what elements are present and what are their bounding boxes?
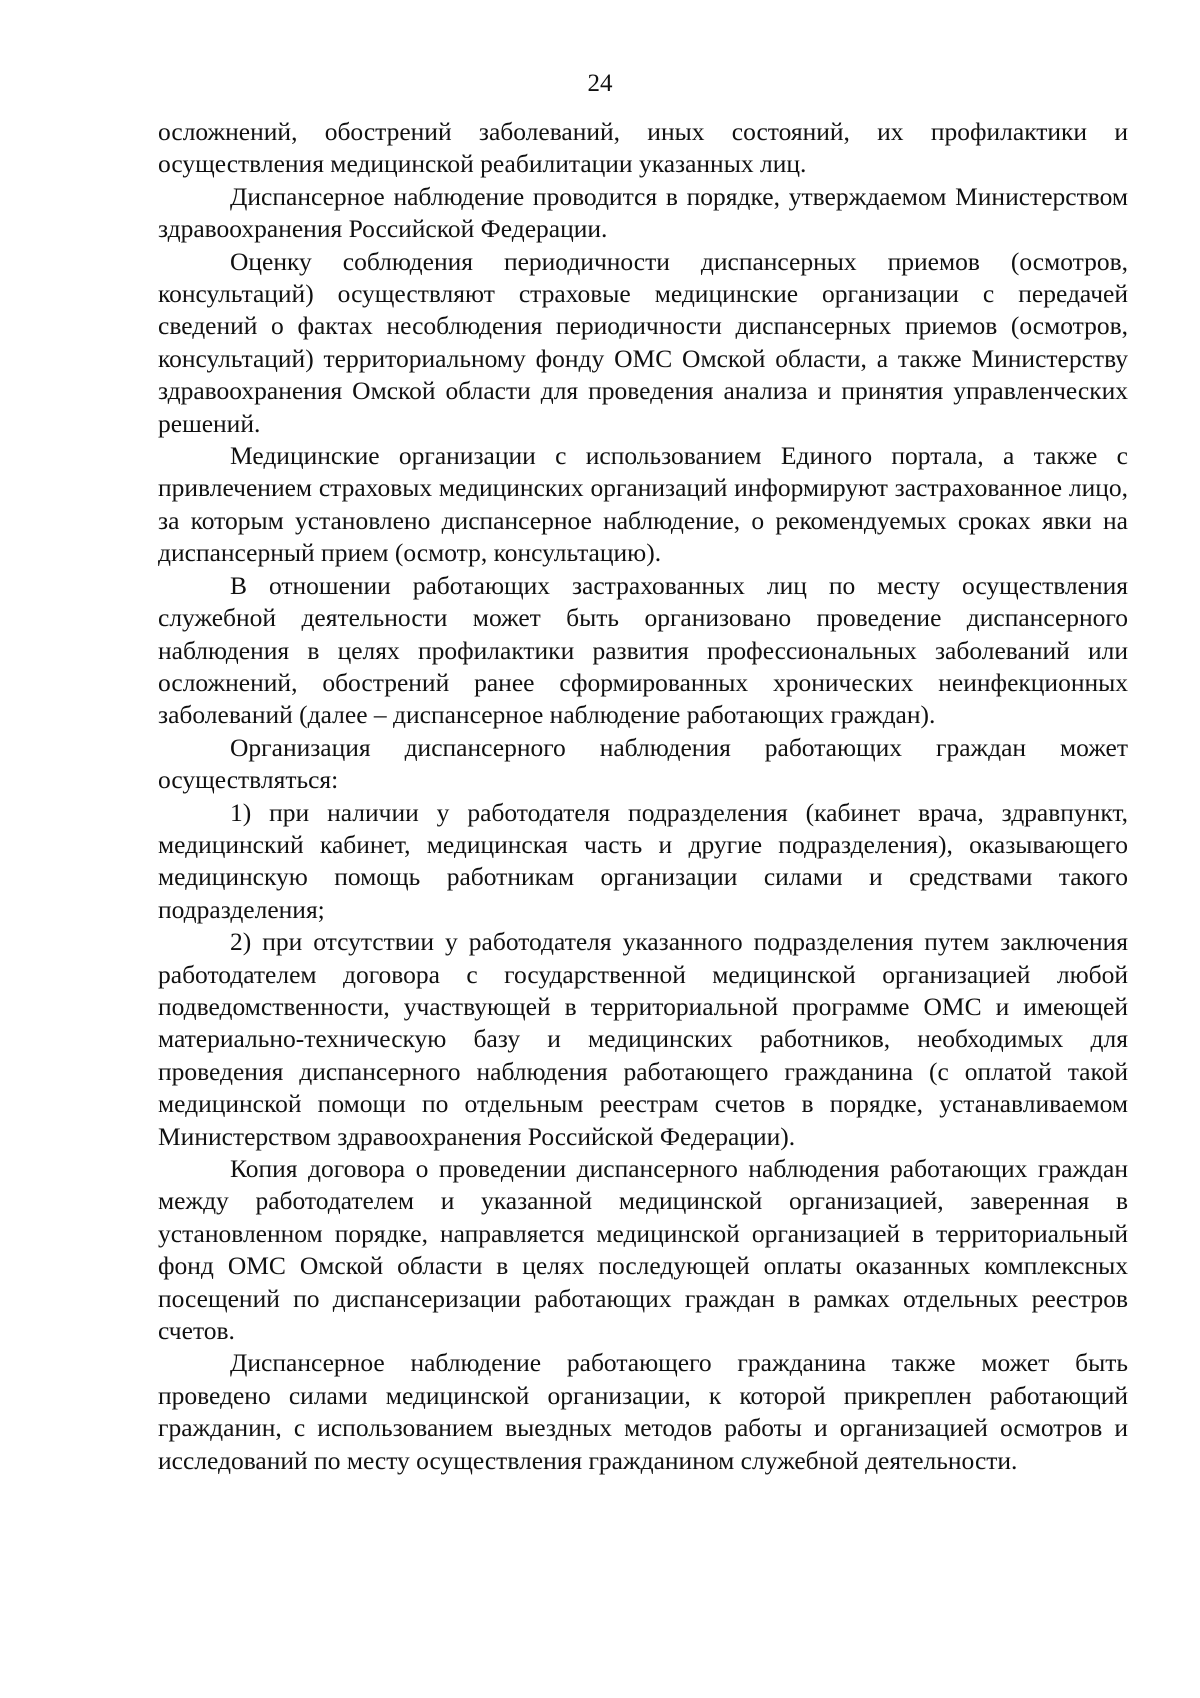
- list-item-1: 1) при наличии у работодателя подразделения (кабинет врача, здравпункт, медицинский кабинет, медицинская часть и другие подразделения), оказывающего медицинскую помощь работникам организации силами и средствами такого подразделения;: [158, 797, 1128, 924]
- document-body: [158, 116, 1128, 1477]
- paragraph-field-methods: Диспансерное наблюдение работающего гражданина также может быть проведено силами медицинской организации, к которой прикреплен работающий гражданин, с использованием выездных методов работы и организацией осмотров и исследований по месту осуществления гражданином служебной деятельности.: [158, 1348, 1128, 1475]
- paragraph-dispensary-order: Диспансерное наблюдение проводится в порядке, утверждаемом Министерством здравоохранения Российской Федерации.: [158, 181, 1128, 244]
- paragraph-contract-copy: Копия договора о проведении диспансерного наблюдения работающих граждан между работодателем и указанной медицинской организацией, заверенная в установленном порядке, направляется медицинской организацией в территориальный фонд ОМС Омской области в целях последующей оплаты оказанных комплексных посещений по диспансеризации работающих граждан в рамках отдельных реестров счетов.: [158, 1154, 1128, 1346]
- paragraph-continuation: осложнений, обострений заболеваний, иных состояний, их профилактики и осуществления медицинской реабилитации указанных лиц.: [158, 117, 1128, 179]
- list-item-2: 2) при отсутствии у работодателя указанного подразделения путем заключения работодателем договора с государственной медицинской организацией любой подведомственности, участвующей в территориальной программе ОМС и имеющей материально-техническую базу и медицинских работников, необходимых для проведения диспансерного наблюдения работающего гражданина (с оплатой такой медицинской помощи по отдельным реестрам счетов в порядке, устанавливаемом Министерством здравоохранения Российской Федерации).: [158, 927, 1128, 1151]
- page-number: 24: [587, 70, 613, 97]
- paragraph-organization-intro: Организация диспансерного наблюдения работающих граждан может осуществляться:: [158, 732, 1128, 795]
- paragraph-periodicity-assessment: Оценку соблюдения периодичности диспансерных приемов (осмотров, консультаций) осуществляют страховые медицинские организации с передачей сведений о фактах несоблюдения периодичности диспансерных приемов (осмотров, консультаций) территориальному фонду ОМС Омской области, а также Министерству здравоохранения Омской области для проведения анализа и принятия управленческих решений.: [158, 246, 1128, 438]
- paragraph-informing: Медицинские организации с использованием Единого портала, а также с привлечением страховых медицинских организаций информируют застрахованное лицо, за которым установлено диспансерное наблюдение, о рекомендуемых сроках явки на диспансерный прием (осмотр, консультацию).: [158, 441, 1128, 568]
- paragraph-working-persons: В отношении работающих застрахованных лиц по месту осуществления служебной деятельности может быть организовано проведение диспансерного наблюдения в целях профилактики развития профессиональных заболеваний или осложнений, обострений ранее сформированных хронических неинфекционных заболеваний (далее – диспансерное наблюдение работающих граждан).: [158, 570, 1128, 730]
